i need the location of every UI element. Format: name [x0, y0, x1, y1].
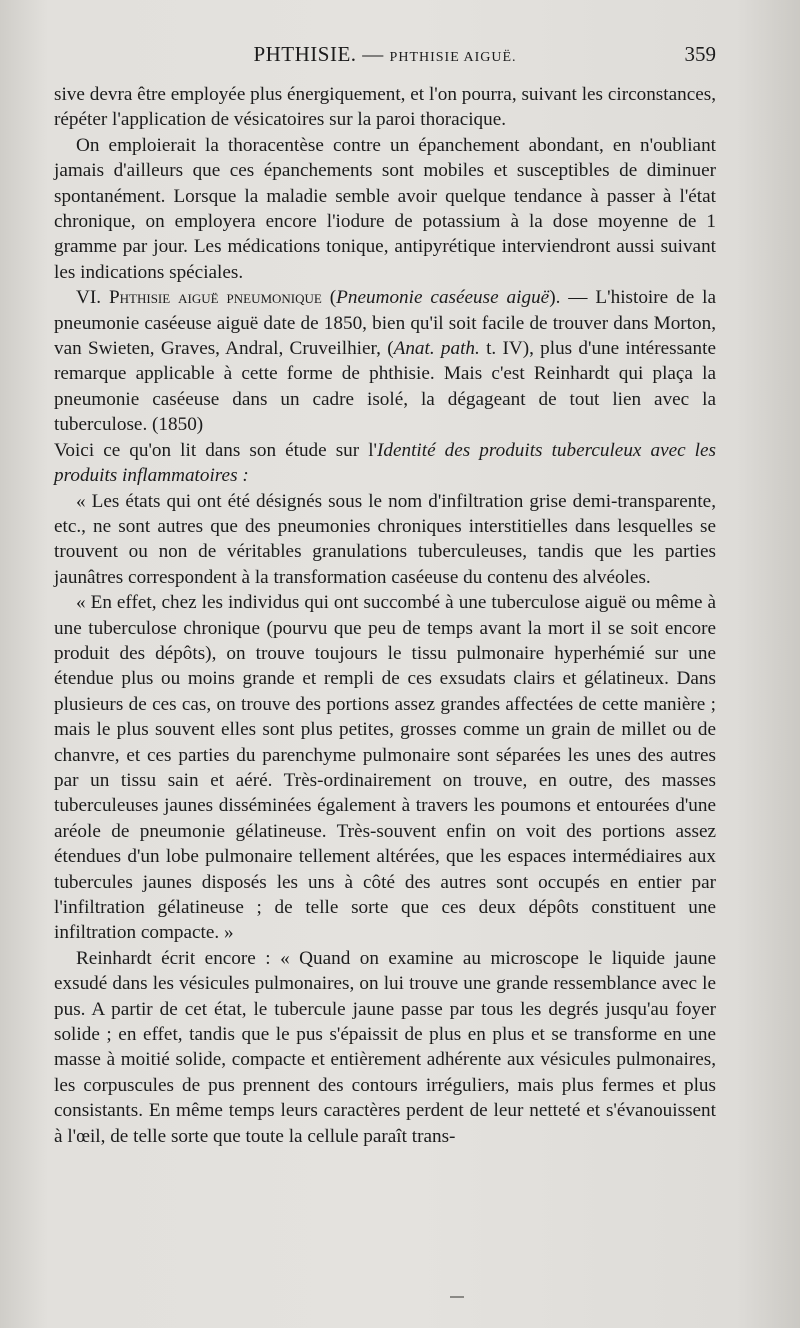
- paragraph-thoracentese: On emploierait la thoracentèse contre un épanchement abondant, en n'oubliant jamais d'ailleurs que ces épanchements sont mobiles et susceptibles de diminuer spontanément. Lorsque la maladie semble avoir quelque tendance à passer à l'état chronique, on employera encore l'iodure de potassium à la dose moyenne de 1 gramme par jour. Les médications tonique, antipyrétique interviendront aussi suivant les indications spéciales.: [54, 134, 716, 283]
- footer-mark: [450, 1296, 464, 1298]
- section-paren: (: [321, 287, 337, 309]
- running-title-sub: PHTHISIE AIGUË.: [389, 50, 517, 65]
- paragraph-voici: [54, 438, 716, 489]
- citation-anat-path: Anat. path.: [393, 338, 480, 360]
- section-heading-italic: Pneumonie caséeuse aiguë: [336, 287, 550, 309]
- section-text: ). — L'histoire de la pneumonie caséeuse aiguë date de 1850, bien qu'il soit facile de trouver dans Morton, van Swieten, Graves, Andral, Cruveilhier, (: [54, 287, 716, 360]
- page-number: 359: [684, 42, 716, 66]
- paragraph-section-vi: [54, 285, 716, 437]
- quote-paragraph-1: « Les états qui ont été désignés sous le nom d'infiltration grise demi-transparente, etc., ne sont autres que des pneumonies chroniques interstitielles dans lesquelles se trouvent ou non de véritables granulations tuberculeuses, tandis que les parties jaunâtres correspondent à la transformation caséeuse du contenu des alvéoles.: [54, 490, 716, 588]
- work-title-italic: Identité des produits tuberculeux avec les produits inflammatoires :: [54, 439, 716, 487]
- body-text: [54, 82, 716, 1149]
- section-number: VI.: [76, 287, 109, 309]
- running-title-dash: —: [356, 42, 390, 66]
- voici-text: Voici ce qu'on lit dans son étude sur l': [54, 439, 377, 461]
- running-title: [54, 42, 716, 67]
- section-text-continued: t. IV), plus d'une intéressante remarque applicable à cette forme de phthisie. Mais c'est Reinhardt qui plaça la pneumonie caséeuse dans un cadre isolé, la dégageant de tout lien avec la tuberculose. (1850): [54, 338, 716, 436]
- paragraph-reinhardt: Reinhardt écrit encore : « Quand on examine au microscope le liquide jaune exsudé dans les vésicules pulmonaires, on lui trouve une grande ressemblance avec le pus. A partir de cet état, le tubercule jaune passe par tous les degrés jusqu'au foyer solide ; en effet, tandis que le pus s'épaissit de plus en plus et se transforme en une masse à moitié solide, compacte et entièrement adhérente aux vésicules pulmonaires, les corpuscules de pus prennent des contours irréguliers, mais plus fermes et plus consistants. En même temps leurs caractères perdent de leur netteté et s'évanouissent à l'œil, de telle sorte que toute la cellule paraît trans-: [54, 947, 716, 1147]
- running-title-main: PHTHISIE.: [253, 42, 357, 66]
- section-heading: Phthisie aiguë pneumonique: [108, 287, 322, 309]
- paragraph-continuation: sive devra être employée plus énergiquement, et l'on pourra, suivant les circonstances, répéter l'application de vésicatoires sur la paroi thoracique.: [54, 84, 716, 131]
- running-head: [54, 40, 716, 72]
- quote-paragraph-2: « En effet, chez les individus qui ont succombé à une tuberculose aiguë ou même à une tuberculose chronique (pourvu que peu de temps avant la mort il se soit encore produit des dépôts), on trouve toujours le tissu pulmonaire hyperhémié sur une étendue plus ou moins grande et rempli de ces exsudats clairs et gélatineux. Dans plusieurs de ces cas, on trouve des portions assez grandes affectées de cette manière ; mais le plus souvent elles sont plus petites, grosses comme un grain de millet ou de chanvre, et ces parties du parenchyme pulmonaire sont séparées les unes des autres par un tissu sain et aéré. Très-ordinairement on trouve, en outre, des masses tuberculeuses jaunes disséminées également à travers les poumons et entourées d'une aréole de pneumonie gélatineuse. Très-souvent enfin on voit des portions assez étendues d'un lobe pulmonaire tellement altérées, que les espaces intermédiaires aux tubercules jaunes disposés les uns à côté des autres sont occupés en entier par l'infiltration gélatineuse ; de telle sorte que ces deux dépôts constituent une infiltration compacte. »: [54, 592, 716, 944]
